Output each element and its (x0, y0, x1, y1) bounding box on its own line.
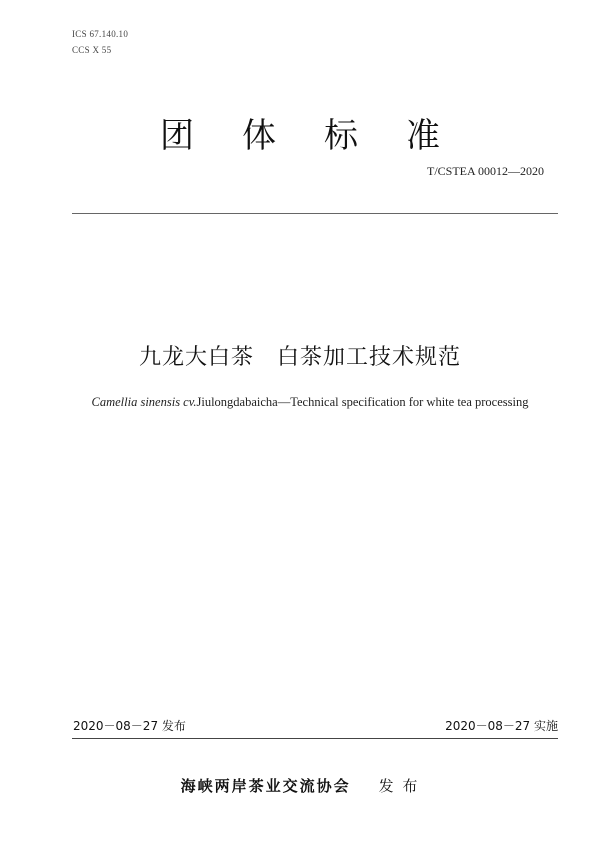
standard-type-char: 标 (324, 116, 358, 156)
standard-type-title (0, 108, 600, 157)
publisher-line (0, 775, 600, 796)
document-title-english (90, 392, 530, 413)
standard-type-char: 准 (406, 116, 440, 156)
title-latin-name: Camellia sinensis cv. (91, 395, 197, 409)
publish-date: 2020－08－27 发布 (73, 719, 186, 733)
ccs-code: CCS X 55 (72, 45, 112, 55)
standard-type-char: 团 (160, 116, 194, 156)
footer-divider (72, 738, 558, 739)
header-divider (72, 213, 558, 214)
standard-type-char: 体 (242, 116, 276, 156)
ics-code: ICS 67.140.10 (72, 29, 129, 39)
publisher-name: 海峡两岸茶业交流协会 (180, 777, 351, 795)
publish-verb: 发 布 (378, 777, 420, 795)
document-title-chinese: 九龙大白茶 白茶加工技术规范 (138, 345, 461, 370)
standard-number: T/CSTEA 00012—2020 (426, 164, 544, 178)
implementation-date: 2020－08－27 实施 (445, 719, 558, 733)
title-english-rest: Jiulongdabaicha—Technical specification for white tea processing (196, 395, 529, 409)
